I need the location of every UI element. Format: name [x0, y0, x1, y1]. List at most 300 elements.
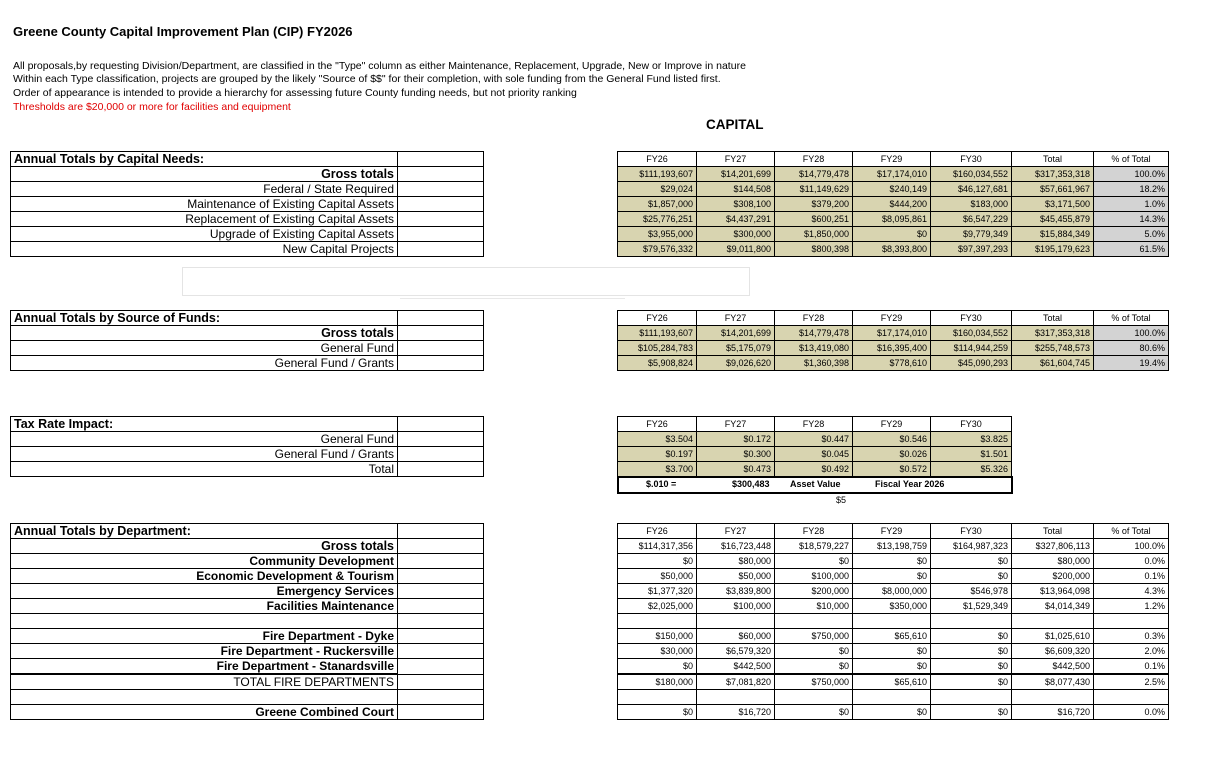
column-header: FY27	[697, 311, 775, 326]
value-cell: $750,000	[775, 629, 853, 644]
table-row	[11, 539, 1169, 554]
spacer-cell	[398, 356, 484, 371]
value-cell: $3.825	[931, 432, 1012, 447]
value-cell: $1,025,610	[1012, 629, 1094, 644]
gap-cell	[484, 705, 618, 720]
value-cell: $17,174,010	[853, 326, 931, 341]
value-cell: $45,090,293	[931, 356, 1012, 371]
value-cell: $0	[853, 644, 931, 659]
value-cell: 0.1%	[1094, 569, 1169, 584]
gap-cell	[484, 326, 618, 341]
value-cell	[697, 614, 775, 629]
value-cell: 14.3%	[1094, 212, 1169, 227]
row-label: General Fund / Grants	[11, 356, 398, 371]
column-header: FY26	[618, 524, 697, 539]
table-row	[11, 212, 1169, 227]
gap-cell	[484, 167, 618, 182]
value-cell: $0	[931, 659, 1012, 675]
asset-value-box	[617, 476, 1013, 494]
row-label	[11, 690, 398, 705]
header-row	[11, 524, 1169, 539]
spacer-cell	[398, 212, 484, 227]
spacer-cell	[398, 311, 484, 326]
value-cell: $0	[931, 674, 1012, 690]
value-cell: $46,127,681	[931, 182, 1012, 197]
department-table	[10, 523, 1169, 720]
value-cell: $379,200	[775, 197, 853, 212]
column-header: FY28	[775, 311, 853, 326]
value-cell: $3,955,000	[618, 227, 697, 242]
table-row	[11, 167, 1169, 182]
value-cell: $16,720	[1012, 705, 1094, 720]
rate-label: $.010 =	[646, 479, 677, 489]
capital-needs-table	[10, 151, 1169, 257]
value-cell: $160,034,552	[931, 326, 1012, 341]
value-cell: $150,000	[618, 629, 697, 644]
table-row	[11, 569, 1169, 584]
spacer-cell	[398, 614, 484, 629]
value-cell	[618, 690, 697, 705]
value-cell: $164,987,323	[931, 539, 1012, 554]
table-row	[11, 227, 1169, 242]
gap-cell	[484, 227, 618, 242]
value-cell: $0	[853, 554, 931, 569]
value-cell: $61,604,745	[1012, 356, 1094, 371]
gap-cell	[484, 242, 618, 257]
value-cell: $1,857,000	[618, 197, 697, 212]
value-cell: $111,193,607	[618, 167, 697, 182]
value-cell: $0	[618, 659, 697, 675]
value-cell	[1094, 614, 1169, 629]
value-cell: $0	[853, 227, 931, 242]
spacer-cell	[398, 599, 484, 614]
value-cell: $97,397,293	[931, 242, 1012, 257]
gap-cell	[484, 447, 618, 462]
value-cell: $0.172	[697, 432, 775, 447]
gap-cell	[484, 462, 618, 477]
gap-cell	[484, 341, 618, 356]
table-row	[11, 584, 1169, 599]
value-cell: $4,014,349	[1012, 599, 1094, 614]
value-cell: $442,500	[697, 659, 775, 675]
value-cell: $25,776,251	[618, 212, 697, 227]
value-cell: $65,610	[853, 629, 931, 644]
column-header: FY30	[931, 311, 1012, 326]
value-cell: $0	[931, 569, 1012, 584]
value-cell: 5.0%	[1094, 227, 1169, 242]
column-header: % of Total	[1094, 524, 1169, 539]
value-cell: $6,547,229	[931, 212, 1012, 227]
value-cell	[1094, 690, 1169, 705]
gap-cell	[484, 674, 618, 690]
value-cell: $183,000	[931, 197, 1012, 212]
value-cell: $2,025,000	[618, 599, 697, 614]
table-row	[11, 326, 1169, 341]
value-cell: $13,419,080	[775, 341, 853, 356]
column-header: Total	[1012, 152, 1094, 167]
value-cell: $0.045	[775, 447, 853, 462]
value-cell: $327,806,113	[1012, 539, 1094, 554]
value-cell	[931, 690, 1012, 705]
value-cell: $0	[775, 554, 853, 569]
value-cell: $3.504	[618, 432, 697, 447]
capital-needs-heading: Annual Totals by Capital Needs:	[11, 152, 398, 167]
value-cell: $50,000	[697, 569, 775, 584]
tax-rate-table	[10, 416, 1012, 477]
value-cell: $200,000	[1012, 569, 1094, 584]
capital-heading: CAPITAL	[706, 117, 764, 132]
table-row	[11, 242, 1169, 257]
spacer-cell	[398, 554, 484, 569]
row-label: Community Development	[11, 554, 398, 569]
value-cell: $144,508	[697, 182, 775, 197]
spacer-cell	[398, 326, 484, 341]
column-header: FY28	[775, 152, 853, 167]
column-header: FY29	[853, 311, 931, 326]
spacer-cell	[398, 705, 484, 720]
value-cell: $3,171,500	[1012, 197, 1094, 212]
header-row	[11, 152, 1169, 167]
row-label	[11, 614, 398, 629]
spacer-cell	[398, 629, 484, 644]
gap-cell	[484, 311, 618, 326]
row-label: Facilities Maintenance	[11, 599, 398, 614]
spacer-cell	[398, 524, 484, 539]
gap-cell	[484, 539, 618, 554]
value-cell: 18.2%	[1094, 182, 1169, 197]
gap-cell	[484, 554, 618, 569]
value-cell: $5,908,824	[618, 356, 697, 371]
value-cell: $14,779,478	[775, 326, 853, 341]
value-cell: $9,026,620	[697, 356, 775, 371]
blank-row	[11, 614, 1169, 629]
column-header: FY26	[618, 417, 697, 432]
value-cell: $8,077,430	[1012, 674, 1094, 690]
gap-cell	[484, 212, 618, 227]
column-header: FY28	[775, 417, 853, 432]
value-cell: $0	[853, 569, 931, 584]
value-cell: $13,964,098	[1012, 584, 1094, 599]
value-cell: $0.546	[853, 432, 931, 447]
column-header: FY27	[697, 417, 775, 432]
value-cell: $317,353,318	[1012, 326, 1094, 341]
value-cell: $300,000	[697, 227, 775, 242]
value-cell: $57,661,967	[1012, 182, 1094, 197]
column-header: % of Total	[1094, 311, 1169, 326]
column-header: FY28	[775, 524, 853, 539]
spacer-cell	[398, 167, 484, 182]
value-cell: $16,395,400	[853, 341, 931, 356]
table-row	[11, 674, 1169, 690]
page-title: Greene County Capital Improvement Plan (CIP) FY2026	[13, 24, 353, 39]
value-cell: $60,000	[697, 629, 775, 644]
value-cell: $8,000,000	[853, 584, 931, 599]
table-row	[11, 599, 1169, 614]
value-cell: $160,034,552	[931, 167, 1012, 182]
value-cell: $7,081,820	[697, 674, 775, 690]
value-cell: $180,000	[618, 674, 697, 690]
gap-cell	[484, 690, 618, 705]
value-cell: $9,779,349	[931, 227, 1012, 242]
value-cell: $17,174,010	[853, 167, 931, 182]
gap-cell	[484, 629, 618, 644]
value-cell	[697, 690, 775, 705]
value-cell: $100,000	[775, 569, 853, 584]
spacer-cell	[398, 182, 484, 197]
column-header: FY29	[853, 417, 931, 432]
table-row	[11, 629, 1169, 644]
row-label: Total	[11, 462, 398, 477]
row-label: New Capital Projects	[11, 242, 398, 257]
value-cell: $0.300	[697, 447, 775, 462]
value-cell: $0.447	[775, 432, 853, 447]
note-line-3: Order of appearance is intended to provide a hierarchy for assessing future County funding needs, but not priority ranking	[13, 87, 577, 99]
value-cell: 0.0%	[1094, 705, 1169, 720]
row-label: General Fund	[11, 432, 398, 447]
source-funds-table	[10, 310, 1169, 371]
value-cell: $16,723,448	[697, 539, 775, 554]
value-cell: $10,000	[775, 599, 853, 614]
value-cell: 0.1%	[1094, 659, 1169, 675]
value-cell: $0	[775, 659, 853, 675]
value-cell: $0	[931, 554, 1012, 569]
gap-cell	[484, 152, 618, 167]
spacer-cell	[398, 462, 484, 477]
value-cell	[853, 690, 931, 705]
value-cell: $0.473	[697, 462, 775, 477]
value-cell: 61.5%	[1094, 242, 1169, 257]
value-cell: $0.026	[853, 447, 931, 462]
value-cell: $600,251	[775, 212, 853, 227]
gap-cell	[484, 599, 618, 614]
column-header: FY30	[931, 152, 1012, 167]
table-row	[11, 341, 1169, 356]
spacer-cell	[398, 432, 484, 447]
table-row	[11, 705, 1169, 720]
value-cell: $100,000	[697, 599, 775, 614]
spacer-cell	[398, 417, 484, 432]
value-cell: $0	[618, 554, 697, 569]
value-cell: $65,610	[853, 674, 931, 690]
spacer-cell	[398, 152, 484, 167]
value-cell: $1,529,349	[931, 599, 1012, 614]
row-label: General Fund	[11, 341, 398, 356]
value-cell: 2.0%	[1094, 644, 1169, 659]
value-cell: $0	[931, 705, 1012, 720]
threshold-note: Thresholds are $20,000 or more for facilities and equipment	[13, 101, 291, 113]
value-cell: 100.0%	[1094, 167, 1169, 182]
row-label: Federal / State Required	[11, 182, 398, 197]
value-cell: $0	[931, 629, 1012, 644]
table-row	[11, 644, 1169, 659]
spacer-cell	[398, 674, 484, 690]
value-cell: $255,748,573	[1012, 341, 1094, 356]
value-cell: $1,360,398	[775, 356, 853, 371]
value-cell	[1012, 614, 1094, 629]
row-label: General Fund / Grants	[11, 447, 398, 462]
column-header: FY29	[853, 152, 931, 167]
column-header: FY29	[853, 524, 931, 539]
value-cell: $105,284,783	[618, 341, 697, 356]
value-cell: 100.0%	[1094, 539, 1169, 554]
value-cell: $5.326	[931, 462, 1012, 477]
row-label: Maintenance of Existing Capital Assets	[11, 197, 398, 212]
row-label: TOTAL FIRE DEPARTMENTS	[11, 674, 398, 690]
value-cell: 1.0%	[1094, 197, 1169, 212]
spacer-cell	[398, 227, 484, 242]
gap-cell	[484, 659, 618, 675]
row-label: Upgrade of Existing Capital Assets	[11, 227, 398, 242]
column-header: % of Total	[1094, 152, 1169, 167]
value-cell: $778,610	[853, 356, 931, 371]
value-cell: $80,000	[697, 554, 775, 569]
value-cell: $8,393,800	[853, 242, 931, 257]
table-row	[11, 356, 1169, 371]
row-label: Fire Department - Stanardsville	[11, 659, 398, 675]
rate-amount: $300,483	[732, 479, 770, 489]
value-cell: $546,978	[931, 584, 1012, 599]
value-cell: $0	[931, 644, 1012, 659]
value-cell: $80,000	[1012, 554, 1094, 569]
spacer-cell	[398, 690, 484, 705]
value-cell: $195,179,623	[1012, 242, 1094, 257]
spacer-cell	[398, 242, 484, 257]
value-cell	[1012, 690, 1094, 705]
table-row	[11, 197, 1169, 212]
table-row	[11, 447, 1012, 462]
value-cell	[775, 614, 853, 629]
empty-cell-region	[182, 267, 750, 296]
gap-cell	[484, 524, 618, 539]
column-header: FY26	[618, 311, 697, 326]
spacer-cell	[398, 584, 484, 599]
spacer-cell	[398, 341, 484, 356]
value-cell: $8,095,861	[853, 212, 931, 227]
table-row	[11, 554, 1169, 569]
table-row	[11, 432, 1012, 447]
note-line-1: All proposals,by requesting Division/Department, are classified in the "Type" column as either Maintenance, Replacement, Upgrade, New or Improve in nature	[13, 60, 746, 72]
value-cell: $0	[853, 659, 931, 675]
value-cell: 80.6%	[1094, 341, 1169, 356]
value-cell: $15,884,349	[1012, 227, 1094, 242]
value-cell: $11,149,629	[775, 182, 853, 197]
value-cell: $0	[775, 705, 853, 720]
value-cell: $5,175,079	[697, 341, 775, 356]
value-cell: $13,198,759	[853, 539, 931, 554]
fiscal-year-label: Fiscal Year 2026	[875, 479, 945, 489]
table-row	[11, 659, 1169, 675]
value-cell: $6,579,320	[697, 644, 775, 659]
value-cell: $14,201,699	[697, 326, 775, 341]
value-cell: $0	[775, 644, 853, 659]
asset-value-label: Asset Value	[790, 479, 841, 489]
row-label: Emergency Services	[11, 584, 398, 599]
row-label: Gross totals	[11, 167, 398, 182]
row-label: Greene Combined Court	[11, 705, 398, 720]
value-cell: $1.501	[931, 447, 1012, 462]
empty-cell-line	[400, 294, 625, 299]
row-label: Gross totals	[11, 326, 398, 341]
gap-cell	[484, 417, 618, 432]
value-cell: $444,200	[853, 197, 931, 212]
gap-cell	[484, 584, 618, 599]
value-cell: $29,024	[618, 182, 697, 197]
value-cell: $750,000	[775, 674, 853, 690]
row-label: Economic Development & Tourism	[11, 569, 398, 584]
gap-cell	[484, 356, 618, 371]
gap-cell	[484, 197, 618, 212]
spacer-cell	[398, 197, 484, 212]
value-cell: $0	[618, 705, 697, 720]
spacer-cell	[398, 447, 484, 462]
value-cell: $6,609,320	[1012, 644, 1094, 659]
note-line-2: Within each Type classification, projects are grouped by the likely "Source of $$" for their completion, with sole funding from the General Fund listed first.	[13, 73, 721, 85]
table-row	[11, 182, 1169, 197]
column-header: FY27	[697, 524, 775, 539]
value-cell: $1,377,320	[618, 584, 697, 599]
value-cell: $3,839,800	[697, 584, 775, 599]
column-header: FY26	[618, 152, 697, 167]
tax-rate-heading: Tax Rate Impact:	[11, 417, 398, 432]
value-cell: $350,000	[853, 599, 931, 614]
department-heading: Annual Totals by Department:	[11, 524, 398, 539]
value-cell: $4,437,291	[697, 212, 775, 227]
value-cell: $14,779,478	[775, 167, 853, 182]
row-label: Gross totals	[11, 539, 398, 554]
value-cell: $114,944,259	[931, 341, 1012, 356]
value-cell: $18,579,227	[775, 539, 853, 554]
below-box-value: $5	[836, 495, 847, 505]
value-cell: $0.197	[618, 447, 697, 462]
gap-cell	[484, 432, 618, 447]
row-label: Fire Department - Ruckersville	[11, 644, 398, 659]
spacer-cell	[398, 539, 484, 554]
value-cell: 100.0%	[1094, 326, 1169, 341]
value-cell: $0.492	[775, 462, 853, 477]
gap-cell	[484, 644, 618, 659]
value-cell: $50,000	[618, 569, 697, 584]
value-cell: $0	[853, 705, 931, 720]
value-cell: $114,317,356	[618, 539, 697, 554]
value-cell: 0.3%	[1094, 629, 1169, 644]
value-cell	[775, 690, 853, 705]
value-cell: $79,576,332	[618, 242, 697, 257]
gap-cell	[484, 614, 618, 629]
value-cell: $3.700	[618, 462, 697, 477]
gap-cell	[484, 182, 618, 197]
value-cell: $9,011,800	[697, 242, 775, 257]
value-cell	[931, 614, 1012, 629]
gap-cell	[484, 569, 618, 584]
column-header: Total	[1012, 524, 1094, 539]
header-row	[11, 417, 1012, 432]
value-cell: $442,500	[1012, 659, 1094, 675]
column-header: FY30	[931, 524, 1012, 539]
row-label: Fire Department - Dyke	[11, 629, 398, 644]
table-row	[11, 462, 1012, 477]
spacer-cell	[398, 644, 484, 659]
value-cell: $240,149	[853, 182, 931, 197]
column-header: FY27	[697, 152, 775, 167]
source-funds-heading: Annual Totals by Source of Funds:	[11, 311, 398, 326]
value-cell: 19.4%	[1094, 356, 1169, 371]
value-cell: 1.2%	[1094, 599, 1169, 614]
value-cell: $308,100	[697, 197, 775, 212]
value-cell: 2.5%	[1094, 674, 1169, 690]
column-header: FY30	[931, 417, 1012, 432]
spacer-cell	[398, 659, 484, 675]
value-cell: $1,850,000	[775, 227, 853, 242]
